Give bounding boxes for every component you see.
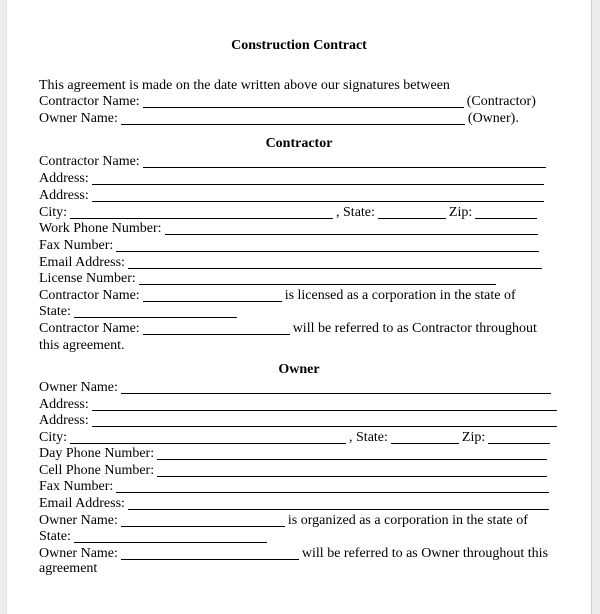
owner-day-phone-label: Day Phone Number: (39, 446, 155, 461)
contractor-city-field[interactable] (70, 204, 333, 219)
contractor-zip-field[interactable] (475, 204, 537, 219)
intro-text (39, 77, 450, 94)
document-title: Construction Contract (231, 38, 367, 53)
owner-day-phone-field[interactable] (157, 445, 547, 460)
contractor-heading: Contractor (265, 136, 333, 151)
contractor-address1-row (39, 170, 547, 187)
contractor-fax-row (39, 237, 542, 254)
contractor-license-row (39, 270, 499, 287)
contractor-address2-label: Address: (39, 188, 89, 203)
contractor-license-field[interactable] (139, 270, 496, 285)
contractor-corp-field[interactable] (143, 287, 282, 302)
owner-cell-phone-row (39, 462, 550, 479)
owner-heading: Owner (278, 362, 320, 377)
owner-fax-field[interactable] (116, 478, 549, 493)
owner-email-row (39, 495, 552, 512)
intro-owner-row (39, 110, 519, 127)
contractor-ref-text: will be referred to as Contractor throughout (292, 321, 537, 336)
owner-ref-end-row (39, 560, 97, 577)
contractor-ref-end: this agreement. (39, 338, 125, 353)
contractor-work-phone-field[interactable] (165, 220, 538, 235)
contractor-address2-row (39, 187, 547, 204)
owner-state-field[interactable] (391, 429, 459, 444)
contractor-state-field[interactable] (378, 204, 446, 219)
owner-corp-state-field[interactable] (74, 528, 267, 543)
owner-address2-label: Address: (39, 413, 89, 428)
contractor-corp-state-field[interactable] (74, 303, 237, 318)
contractor-city-label: City: (39, 205, 68, 220)
owner-cell-phone-field[interactable] (157, 462, 547, 477)
owner-day-phone-row (39, 445, 550, 462)
owner-state-label: , State: (349, 430, 388, 445)
contractor-address2-field[interactable] (92, 187, 544, 202)
document-page (6, 0, 592, 614)
owner-fax-row (39, 478, 552, 495)
contractor-address1-label: Address: (39, 171, 89, 186)
owner-corp-row (39, 512, 528, 529)
intro-contractor-field[interactable] (143, 93, 464, 108)
contractor-zip-label: Zip: (448, 205, 473, 220)
owner-cell-phone-label: Cell Phone Number: (39, 463, 155, 478)
intro-contractor-label: Contractor Name: (39, 94, 140, 109)
contractor-address1-field[interactable] (92, 170, 544, 185)
owner-name-row (39, 379, 554, 396)
owner-corp-state-label: State: (39, 529, 71, 544)
contractor-work-phone-label: Work Phone Number: (39, 221, 162, 236)
owner-name-field[interactable] (121, 379, 551, 394)
owner-name-label: Owner Name: (39, 380, 118, 395)
contractor-fax-field[interactable] (116, 237, 539, 252)
owner-ref-text: will be referred to as Owner throughout this (301, 546, 549, 561)
owner-ref-row (39, 545, 548, 562)
contractor-state-row (39, 303, 240, 320)
contractor-email-row (39, 254, 545, 271)
owner-address1-row (39, 396, 560, 413)
owner-address1-label: Address: (39, 397, 89, 412)
contractor-fax-label: Fax Number: (39, 238, 114, 253)
contractor-name-label: Contractor Name: (39, 154, 140, 169)
intro-sentence: This agreement is made on the date written above our signatures between (39, 78, 450, 93)
owner-email-label: Email Address: (39, 496, 125, 511)
contractor-corp-text: is licensed as a corporation in the state of (284, 288, 516, 303)
contractor-email-label: Email Address: (39, 255, 125, 270)
owner-corp-field[interactable] (121, 512, 285, 527)
owner-address2-row (39, 412, 560, 429)
intro-owner-suffix: (Owner). (467, 111, 519, 126)
owner-ref-field[interactable] (121, 545, 299, 560)
contractor-work-phone-row (39, 220, 541, 237)
owner-corp-text: is organized as a corporation in the state of (287, 513, 528, 528)
contractor-state-label: , State: (336, 205, 375, 220)
owner-corp-label: Owner Name: (39, 513, 118, 528)
owner-zip-label: Zip: (461, 430, 486, 445)
contractor-corp-label: Contractor Name: (39, 288, 140, 303)
contractor-ref-end-row (39, 337, 125, 354)
contractor-name-field[interactable] (143, 153, 546, 168)
owner-ref-label: Owner Name: (39, 546, 118, 561)
contractor-license-label: License Number: (39, 271, 136, 286)
owner-ref-end: agreement (39, 561, 98, 576)
contractor-ref-label: Contractor Name: (39, 321, 140, 336)
owner-city-row (39, 429, 553, 446)
owner-state-row (39, 528, 270, 545)
intro-owner-label: Owner Name: (39, 111, 118, 126)
owner-fax-label: Fax Number: (39, 479, 114, 494)
intro-contractor-suffix: (Contractor) (466, 94, 536, 109)
contractor-corp-row (39, 287, 516, 304)
contractor-ref-row (39, 320, 537, 337)
contractor-ref-field[interactable] (143, 320, 290, 335)
owner-address1-field[interactable] (92, 396, 557, 411)
contractor-email-field[interactable] (128, 254, 542, 269)
contractor-corp-state-label: State: (39, 304, 71, 319)
contractor-city-row (39, 204, 540, 221)
owner-zip-field[interactable] (488, 429, 550, 444)
owner-address2-field[interactable] (92, 412, 557, 427)
contractor-name-row (39, 153, 549, 170)
intro-owner-field[interactable] (121, 110, 465, 125)
intro-contractor-row (39, 93, 536, 110)
owner-city-field[interactable] (70, 429, 346, 444)
owner-email-field[interactable] (128, 495, 549, 510)
owner-city-label: City: (39, 430, 68, 445)
